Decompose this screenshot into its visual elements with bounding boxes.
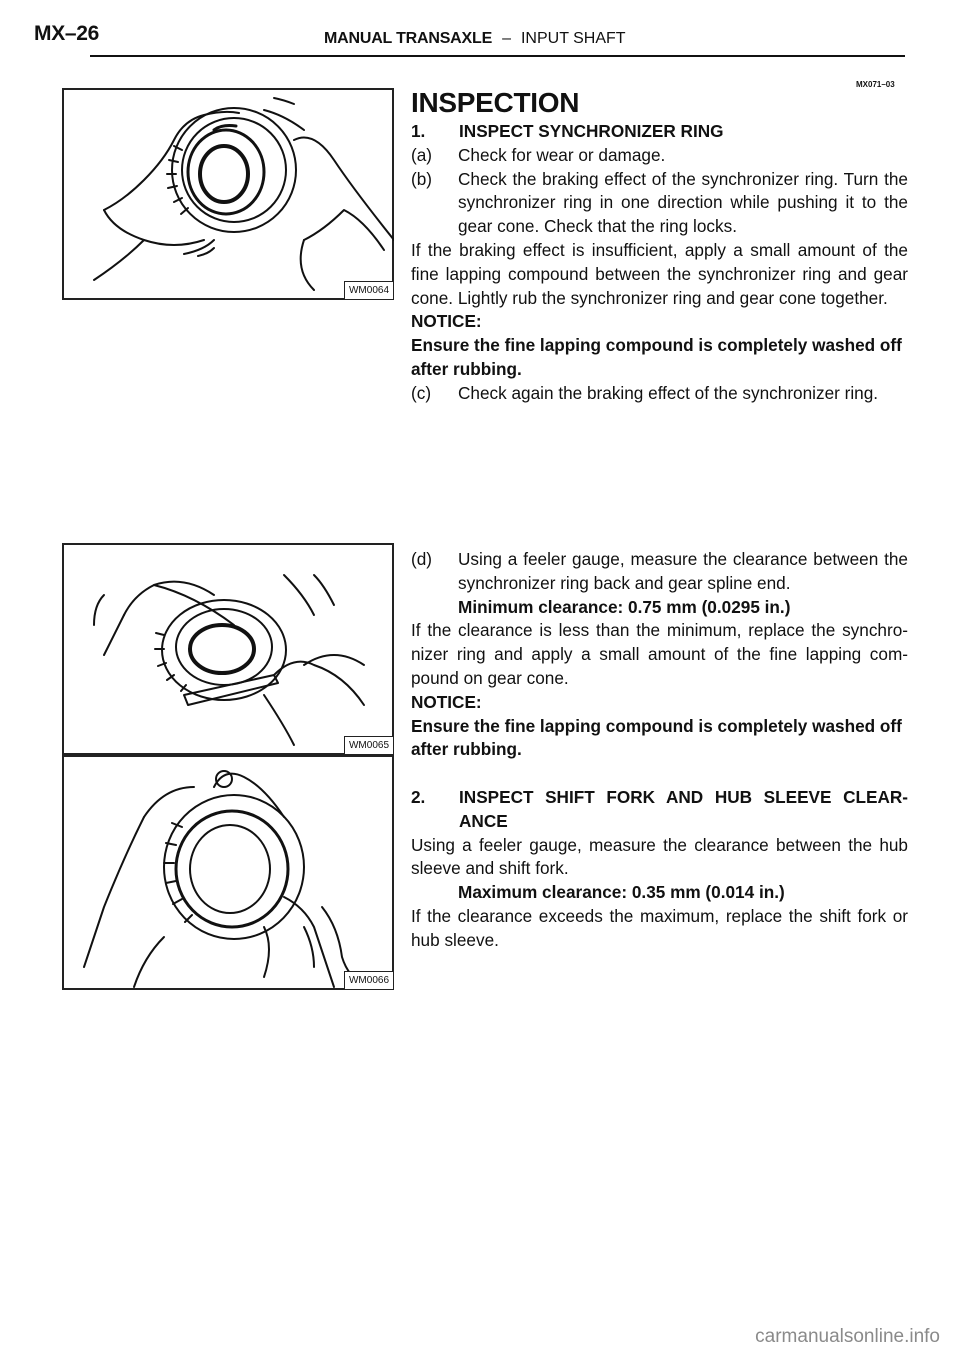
step-2-heading xyxy=(411,786,908,834)
substep-text: Check the braking effect of the synchronizer ring. Turn the synchronizer ring in one direction while pushing it to the gear cone. Check that the ring locks. xyxy=(458,168,908,237)
spec-minimum-clearance: Minimum clearance: 0.75 mm (0.0295 in.) xyxy=(458,596,791,617)
figure-code: WM0066 xyxy=(344,971,394,990)
clearance-section xyxy=(411,548,908,762)
figure-code: WM0065 xyxy=(344,736,394,755)
paragraph-clearance-exceeds: If the clearance exceeds the maximum, replace the shift fork or hub sleeve. xyxy=(411,905,908,950)
header-section: MANUAL TRANSAXLE xyxy=(324,30,493,47)
step-1-heading xyxy=(411,120,908,144)
substep-label: (d) xyxy=(411,549,433,569)
substep-d xyxy=(411,548,908,596)
step-number: 1. xyxy=(411,121,426,141)
notice-label: NOTICE: xyxy=(411,691,482,712)
figure-code: WM0064 xyxy=(344,281,394,300)
step-title: INSPECT SHIFT FORK AND HUB SLEEVE CLEAR- ANCE xyxy=(459,787,908,831)
header-separator: – xyxy=(502,30,511,47)
section-title: INSPECTION xyxy=(411,87,580,118)
substep-a xyxy=(411,144,908,168)
spec-maximum-clearance: Maximum clearance: 0.35 mm (0.014 in.) xyxy=(458,882,785,903)
notice-text: Ensure the fine lapping compound is completely washed off after rubbing. xyxy=(411,335,902,379)
document-code: MX071–03 xyxy=(856,80,895,89)
page-number: MX–26 xyxy=(34,22,100,45)
header-subsection: INPUT SHAFT xyxy=(520,30,626,47)
paragraph-clearance-less: If the clearance is less than the minimum, replace the synchro- nizer ring and apply a small amount of the fine lapping com- pound on gear cone. xyxy=(411,620,908,688)
shift-fork-section xyxy=(411,786,908,953)
substep-c xyxy=(411,382,908,406)
paragraph-feeler-gauge: Using a feeler gauge, measure the clearance between the hub sleeve and shift fork. xyxy=(411,834,908,879)
substep-label: (a) xyxy=(411,144,433,165)
inspection-section xyxy=(411,86,908,406)
feeler-gauge-shift-fork-hub-sleeve-icon xyxy=(64,757,394,990)
substep-label: (c) xyxy=(411,382,432,403)
step-title: INSPECT SYNCHRONIZER RING xyxy=(459,121,724,141)
header-rule xyxy=(90,55,905,57)
notice-label: NOTICE: xyxy=(411,311,482,332)
feeler-gauge-measuring-ring-clearance-icon xyxy=(64,545,394,755)
substep-text: Check for wear or damage. xyxy=(458,144,666,165)
step-number: 2. xyxy=(411,787,426,807)
hands-holding-synchronizer-ring-icon xyxy=(64,90,394,300)
paragraph-insufficient-braking: If the braking effect is insufficient, apply a small amount of the fine lapping compound between the synchronizer ring and gear cone. Lightly rub the synchronizer ring and gear cone together. xyxy=(411,239,908,308)
substep-label: (b) xyxy=(411,168,433,189)
watermark: carmanualsonline.info xyxy=(755,1326,940,1347)
figure-ring-clearance-measurement xyxy=(62,543,394,755)
page-header xyxy=(324,30,626,48)
substep-b xyxy=(411,168,908,239)
substep-text: Check again the braking effect of the synchronizer ring. xyxy=(458,382,879,403)
notice-text: Ensure the fine lapping compound is completely washed off after rubbing. xyxy=(411,715,902,760)
substep-text: Using a feeler gauge, measure the clearance between the synchronizer ring back and gear spline end. xyxy=(458,549,908,593)
figure-shift-fork-clearance xyxy=(62,755,394,990)
figure-synchronizer-ring-inspection xyxy=(62,88,394,300)
